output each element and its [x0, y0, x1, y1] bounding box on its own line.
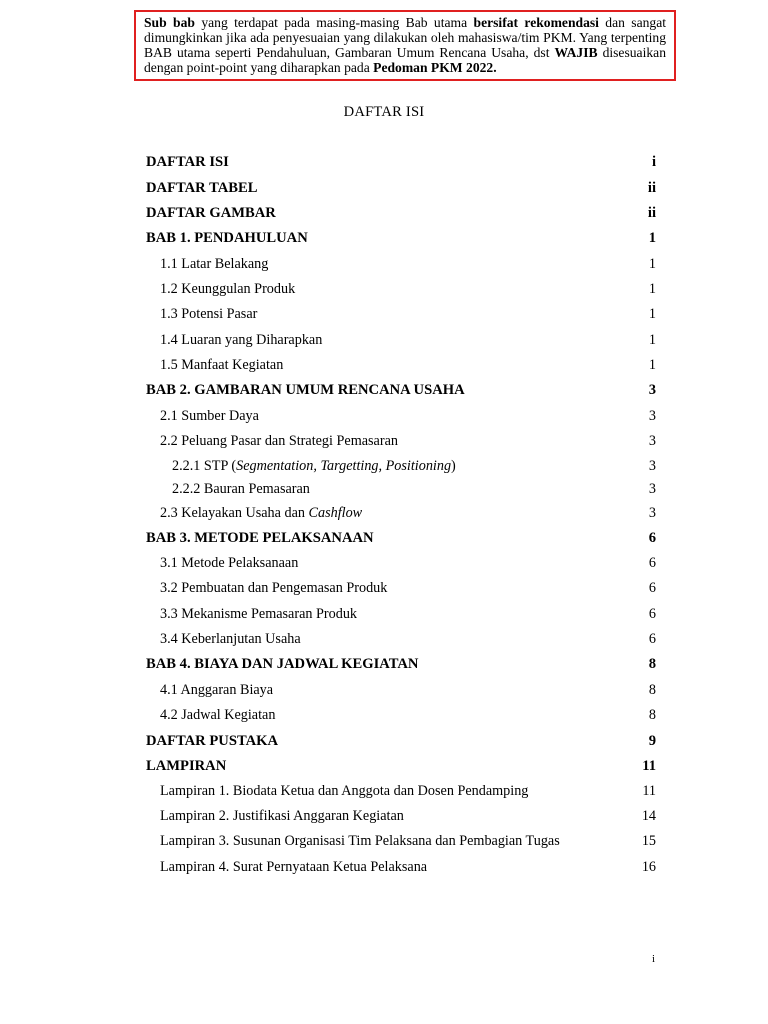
toc-entry-label: BAB 1. PENDAHULUAN [146, 230, 308, 246]
toc-entry-label: 3.4 Keberlanjutan Usaha [160, 631, 301, 647]
toc-subentry[interactable] [146, 505, 656, 525]
toc-subentry[interactable] [146, 682, 656, 702]
toc-page-number: 1 [648, 256, 656, 272]
toc-page-number: 15 [641, 833, 656, 849]
toc-chapter-entry[interactable] [146, 530, 656, 550]
toc-entry-label: 1.4 Luaran yang Diharapkan [160, 332, 323, 348]
toc-page-number: 3 [648, 382, 656, 398]
toc-entry-label: 3.1 Metode Pelaksanaan [160, 555, 299, 571]
toc-page-number: 3 [648, 458, 656, 474]
toc-page-number: 6 [648, 580, 656, 596]
toc-page-number: 16 [641, 859, 656, 875]
toc-entry-label: 4.1 Anggaran Biaya [160, 682, 274, 698]
toc-chapter-entry[interactable] [146, 230, 656, 250]
toc-entry-label: 2.2.2 Bauran Pemasaran [172, 481, 310, 497]
toc-page-number: 1 [648, 357, 656, 373]
toc-page-number: 6 [648, 530, 656, 546]
toc-entry-label: 3.2 Pembuatan dan Pengemasan Produk [160, 580, 388, 596]
page-number: i [652, 953, 656, 965]
toc-page-number: 14 [641, 808, 656, 824]
toc-subentry[interactable] [146, 256, 656, 276]
toc-chapter-entry[interactable] [146, 180, 656, 200]
toc-entry-label: 2.2 Peluang Pasar dan Strategi Pemasaran [160, 433, 398, 449]
toc-subentry[interactable] [146, 580, 656, 600]
toc-chapter-entry[interactable] [146, 205, 656, 225]
notice-text-1: yang terdapat pada masing-masing Bab utama [194, 15, 474, 30]
toc-page-number: 1 [648, 281, 656, 297]
toc-subentry[interactable] [146, 631, 656, 651]
toc-entry-label: Lampiran 3. Susunan Organisasi Tim Pelaksana dan Pembagian Tugas [160, 833, 560, 849]
toc-subentry[interactable] [146, 707, 656, 727]
toc-page-number: ii [647, 180, 656, 196]
toc-entry-label: DAFTAR PUSTAKA [146, 733, 279, 749]
toc-subentry[interactable] [146, 833, 656, 853]
toc-subentry[interactable] [146, 281, 656, 301]
toc-entry-label: 1.2 Keunggulan Produk [160, 281, 296, 297]
toc-subentry[interactable] [146, 357, 656, 377]
toc-subentry[interactable] [146, 859, 656, 879]
toc-page-number: 11 [642, 758, 656, 774]
toc-subentry[interactable] [146, 458, 656, 478]
toc-entry-label: BAB 4. BIAYA DAN JADWAL KEGIATAN [146, 656, 419, 672]
toc-page-number: 3 [648, 433, 656, 449]
toc-entry-label: 1.1 Latar Belakang [160, 256, 269, 272]
toc-chapter-entry[interactable] [146, 656, 656, 676]
toc-entry-label: 4.2 Jadwal Kegiatan [160, 707, 276, 723]
toc-chapter-entry[interactable] [146, 733, 656, 753]
toc-page-number: 6 [648, 555, 656, 571]
recommendation-notice-box [134, 10, 676, 81]
notice-bold-3: WAJIB [554, 45, 598, 60]
toc-page-number: 3 [648, 408, 656, 424]
toc-subentry[interactable] [146, 606, 656, 626]
toc-subentry[interactable] [146, 408, 656, 428]
toc-entry-label: 3.3 Mekanisme Pemasaran Produk [160, 606, 358, 622]
toc-page-number: 6 [648, 606, 656, 622]
toc-subentry[interactable] [146, 306, 656, 326]
toc-page-number: 1 [648, 332, 656, 348]
toc-page-number: 8 [648, 682, 656, 698]
toc-entry-label: Lampiran 1. Biodata Ketua dan Anggota dan Dosen Pendamping [160, 783, 529, 799]
toc-entry-label: 2.1 Sumber Daya [160, 408, 259, 424]
toc-subentry[interactable] [146, 555, 656, 575]
toc-subentry[interactable] [146, 481, 656, 501]
toc-page-number: 1 [648, 230, 656, 246]
toc-subentry[interactable] [146, 783, 656, 803]
toc-entry-label: 1.5 Manfaat Kegiatan [160, 357, 284, 373]
notice-bold-1: Sub bab [144, 15, 195, 30]
toc-entry-label: BAB 3. METODE PELAKSANAAN [146, 530, 374, 546]
toc-page-number: 9 [648, 733, 656, 749]
toc-chapter-entry[interactable] [146, 758, 656, 778]
toc-subentry[interactable] [146, 332, 656, 352]
toc-page-number: ii [647, 205, 656, 221]
toc-subentry[interactable] [146, 808, 656, 828]
toc-page-number: 3 [648, 505, 656, 521]
toc-entry-label: 2.3 Kelayakan Usaha dan Cashflow [160, 505, 363, 521]
toc-subentry[interactable] [146, 433, 656, 453]
toc-page-number: 3 [648, 481, 656, 497]
toc-page-number: 6 [648, 631, 656, 647]
toc-chapter-entry[interactable] [146, 154, 656, 174]
toc-entry-label: BAB 2. GAMBARAN UMUM RENCANA USAHA [146, 382, 465, 398]
toc-page-number: 8 [648, 707, 656, 723]
page-title: DAFTAR ISI [343, 104, 425, 120]
toc-entry-label: DAFTAR TABEL [146, 180, 258, 196]
toc-page-number: 1 [648, 306, 656, 322]
toc-entry-label: DAFTAR GAMBAR [146, 205, 276, 221]
toc-chapter-entry[interactable] [146, 382, 656, 402]
toc-entry-label: LAMPIRAN [146, 758, 227, 774]
toc-entry-label: 1.3 Potensi Pasar [160, 306, 258, 322]
notice-bold-4: Pedoman PKM 2022. [373, 60, 497, 75]
toc-page-number: 11 [642, 783, 656, 799]
notice-text-2: dan sangat dimungkinkan jika ada penyesuaian yang dilakukan oleh mahasiswa/tim PKM. Yang terpenting BAB utama seperti Pendahuluan, Gambaran Umum Rencana Usaha, dst [144, 15, 667, 60]
toc-entry-label: Lampiran 2. Justifikasi Anggaran Kegiatan [160, 808, 404, 824]
notice-bold-2: bersifat rekomendasi [473, 15, 599, 30]
notice-text-3: disesuaikan dengan point-point yang diharapkan pada [144, 45, 666, 75]
toc-entry-label: Lampiran 4. Surat Pernyataan Ketua Pelaksana [160, 859, 428, 875]
toc-entry-label: DAFTAR ISI [146, 154, 229, 170]
toc-entry-label: 2.2.1 STP (Segmentation, Targetting, Positioning) [172, 458, 456, 474]
toc-page-number: i [651, 154, 656, 170]
toc-page-number: 8 [648, 656, 656, 672]
